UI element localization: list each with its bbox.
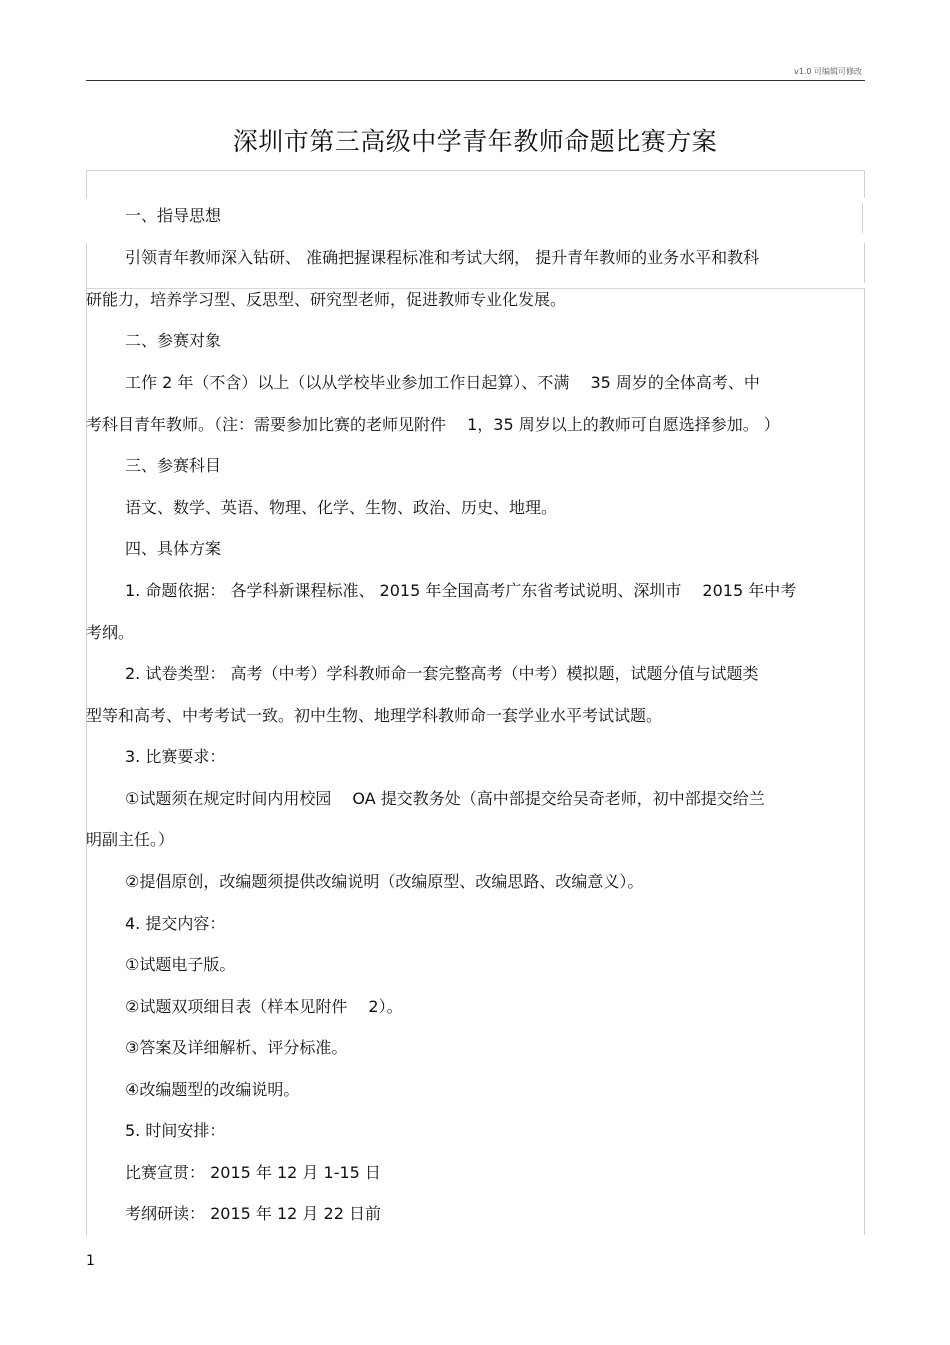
table-border	[86, 170, 865, 171]
paragraph-line: 明副主任。）	[86, 830, 175, 849]
list-item: ③答案及详细解析、评分标准。	[125, 1038, 348, 1057]
table-border	[864, 288, 865, 1235]
paragraph-line: 引领青年教师深入钻研、 准确把握课程标准和考试大纲， 提升青年教师的业务水平和教科	[125, 248, 760, 267]
list-item: ②试题双项细目表（样本见附件 2）。	[125, 997, 403, 1016]
list-item: ④改编题型的改编说明。	[125, 1080, 300, 1099]
paragraph-line: ②提倡原创，改编题须提供改编说明（改编原型、改编思路、改编意义）。	[125, 872, 644, 891]
table-border	[864, 243, 865, 283]
schedule-line: 比赛宣贯： 2015 年 12 月 1-15 日	[125, 1163, 381, 1182]
paragraph-line: 工作 2 年（不含）以上（以从学校毕业参加工作日起算）、不满 35 周岁的全体高考、中	[125, 373, 760, 392]
paragraph-line: 1. 命题依据： 各学科新课程标准、 2015 年全国高考广东省考试说明、深圳市 2015 年中考	[125, 581, 797, 600]
section-heading: 三、参赛科目	[125, 456, 222, 475]
subsection-heading: 4. 提交内容：	[125, 914, 226, 933]
paragraph-line: 考科目青年教师。（注：需要参加比赛的老师见附件 1，35 周岁以上的教师可自愿选择参加。 ）	[86, 415, 780, 434]
table-border	[864, 170, 865, 198]
document-title: 深圳市第三高级中学青年教师命题比赛方案	[232, 127, 718, 156]
subsection-heading: 3. 比赛要求：	[125, 747, 226, 766]
table-border	[86, 170, 87, 198]
paragraph-line: 型等和高考、中考考试一致。初中生物、地理学科教师命一套学业水平考试试题。	[86, 706, 663, 725]
section-heading: 四、具体方案	[125, 539, 222, 558]
list-item: ①试题电子版。	[125, 955, 236, 974]
table-border	[86, 243, 87, 288]
paragraph-line: 考纲。	[86, 623, 135, 642]
paragraph-line: ①试题须在规定时间内用校园 OA 提交教务处（高中部提交给吴奇老师，初中部提交给兰	[125, 789, 765, 808]
paragraph-line: 2. 试卷类型： 高考（中考）学科教师命一套完整高考（中考）模拟题，试题分值与试题类	[125, 664, 759, 683]
table-border	[862, 203, 863, 233]
subsection-heading: 5. 时间安排：	[125, 1121, 226, 1140]
paragraph-line: 语文、数学、英语、物理、化学、生物、政治、历史、地理。	[125, 498, 558, 517]
header-note: v1.0 可编辑可修改	[794, 67, 862, 76]
schedule-line: 考纲研读： 2015 年 12 月 22 日前	[125, 1204, 381, 1223]
page-number: 1	[86, 1253, 95, 1269]
header-rule	[86, 80, 865, 81]
section-heading: 二、参赛对象	[125, 331, 222, 350]
paragraph-line: 研能力，培养学习型、反思型、研究型老师，促进教师专业化发展。	[86, 290, 567, 309]
section-heading: 一、指导思想	[125, 206, 222, 225]
